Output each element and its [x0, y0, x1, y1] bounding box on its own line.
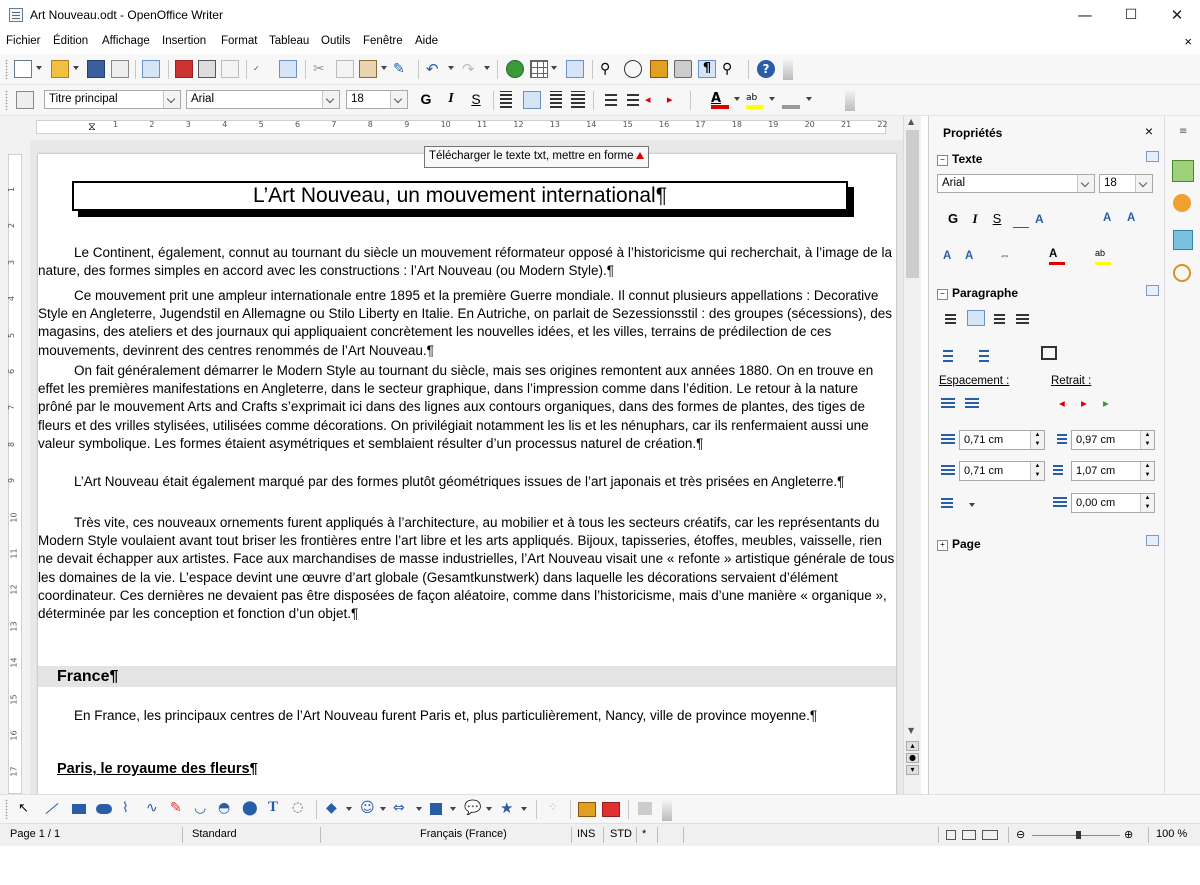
- chevron-down-icon[interactable]: [390, 91, 407, 108]
- vruler-tick: 3: [7, 259, 17, 265]
- indent-label: Retrait :: [1051, 375, 1092, 387]
- sidebar-align-center-icon[interactable]: [967, 310, 985, 326]
- vruler-tick: 16: [9, 730, 19, 741]
- menu-tableau[interactable]: Tableau: [269, 35, 310, 47]
- extrusion-icon[interactable]: [638, 802, 652, 815]
- ruler-tick: 2: [149, 120, 155, 129]
- font-color-dropdown-icon[interactable]: [734, 97, 740, 101]
- grow-font-icon[interactable]: A: [1103, 212, 1112, 224]
- sidebar-increase-indent-icon[interactable]: ▸: [1081, 398, 1087, 410]
- paragraph-1[interactable]: Le Continent, également, connut au tournant du siècle un mouvement réformateur opposé à l’historicisme qui recherchait, à l’image de la nature, des formes simples en accord avec les constructions : l’Art Nouveau (ou Modern Style).¶: [38, 245, 892, 279]
- redo-icon[interactable]: ↷: [462, 60, 475, 78]
- deck-menu-icon[interactable]: ≡: [1179, 126, 1188, 137]
- tooltip: Télécharger le texte txt, mettre en forme: [424, 146, 649, 168]
- vruler-tick: 4: [7, 296, 17, 302]
- print-icon[interactable]: [198, 60, 216, 78]
- vruler-tick: 7: [7, 405, 17, 411]
- ruler-tick: 9: [404, 120, 410, 129]
- chevron-down-icon[interactable]: [1077, 175, 1094, 192]
- paragraph-2[interactable]: Ce mouvement prit une ampleur internationale entre 1895 et la première Guerre mondiale. Il connut plusieurs appellations : Decorative Style en Angleterre, Jugendstil en Allemagne ou Stilo Liberty en Italie. En Autriche, on parlait de Sezessionsstil : des groupes (sécessions), des magasins, des ateliers et des journaux qui appliquaient concrètement les nouvelles idées, et les villes, terrains de prédilection de ces mouvements, devinrent des centres renommés de l’Art Nouveau.¶: [38, 288, 892, 358]
- new-document-icon[interactable]: [14, 60, 32, 78]
- paragraph-section-header[interactable]: − Paragraphe: [937, 286, 1018, 300]
- vruler-tick: 8: [7, 441, 17, 447]
- shadow-icon[interactable]: A: [1035, 212, 1044, 226]
- spellcheck-icon[interactable]: ✓: [253, 64, 260, 73]
- vruler-tick: 5: [7, 332, 17, 338]
- chevron-down-icon[interactable]: [322, 91, 339, 108]
- more-options-icon[interactable]: [1146, 535, 1159, 546]
- curve-icon[interactable]: ∿: [146, 800, 158, 816]
- ruler-tick: 3: [185, 120, 191, 129]
- collapse-icon[interactable]: −: [937, 289, 948, 300]
- gallery-deck-icon[interactable]: [1173, 230, 1193, 250]
- hyperlink-icon[interactable]: [506, 60, 524, 78]
- chevron-down-icon[interactable]: [163, 91, 180, 108]
- close-document-icon[interactable]: ×: [1184, 34, 1192, 49]
- toolbar-overflow-icon[interactable]: [662, 799, 672, 821]
- sidebar-bold-button[interactable]: G: [947, 211, 959, 226]
- ellipse-icon[interactable]: [96, 804, 112, 814]
- background-color-icon[interactable]: [782, 91, 800, 109]
- collapse-icon[interactable]: −: [937, 155, 948, 166]
- save-icon[interactable]: [87, 60, 105, 78]
- export-pdf-icon[interactable]: [175, 60, 193, 78]
- points-icon[interactable]: ⁘: [548, 800, 559, 814]
- hanging-indent-icon[interactable]: ▸: [1103, 398, 1109, 410]
- zoom-slider-handle[interactable]: [1076, 831, 1081, 839]
- ruler-tick: 8: [367, 120, 373, 129]
- navigator-deck-icon[interactable]: [1173, 264, 1191, 282]
- sidebar-title: Propriétés: [943, 126, 1003, 140]
- paste-icon[interactable]: [359, 60, 377, 78]
- ruler-tick: 1: [113, 120, 119, 129]
- ruler-tick: 21: [841, 120, 852, 129]
- sidebar-close-icon[interactable]: ×: [1144, 123, 1153, 139]
- vruler-tick: 12: [9, 584, 19, 595]
- redo-dropdown-icon[interactable]: [484, 66, 490, 70]
- copy-icon[interactable]: [336, 60, 354, 78]
- navigation-icon[interactable]: ●: [906, 753, 919, 763]
- circle-segment-icon[interactable]: ⬤: [242, 800, 258, 816]
- language-indicator[interactable]: Français (France): [420, 828, 507, 840]
- block-arrows-icon[interactable]: ⇔: [393, 800, 405, 816]
- fontwork-icon[interactable]: [602, 802, 620, 817]
- ruler-tick: 19: [768, 120, 779, 129]
- ruler-tick: 4: [222, 120, 228, 129]
- callouts-icon[interactable]: 💬: [464, 800, 482, 816]
- basic-shapes-dropdown-icon[interactable]: [346, 807, 352, 811]
- scroll-up-icon[interactable]: ▲: [908, 117, 915, 126]
- spacing-label: Espacement :: [939, 375, 1010, 387]
- document-title-frame[interactable]: L’Art Nouveau, un mouvement international¶: [72, 181, 848, 211]
- sidebar-bullets-icon[interactable]: [939, 348, 955, 362]
- first-line-input[interactable]: 0,00 cm ▲ ▼: [1071, 493, 1155, 513]
- gallery-icon[interactable]: [650, 60, 668, 78]
- select-icon[interactable]: ↖: [18, 801, 29, 816]
- paragraph-3[interactable]: On fait généralement démarrer le Modern Style au tournant du siècle, mais ses origines remontent aux années 1880. On en trouve en effet les premières manifestations en Angleterre, dans le secteur graphique, dans l’impression comme dans l’édition. Le retour à la nature prôné par le mouvement Arts and Crafts s’exprimait ici dans des lignes aux contours organiques, dans des formes de plantes, des tiges de fleurs et des vrilles stylisées, utilisées comme décorations. On privilégiait notamment les lis et les nénuphars, car ils renfermaient aussi une valeur symbolique. Les formes étaient asymétriques et semblaient résulter d’un processus naturel de création.¶: [38, 363, 874, 451]
- before-text-indent-icon: [1053, 432, 1069, 446]
- properties-deck-icon[interactable]: [1172, 160, 1194, 182]
- sidebar-font-color-icon[interactable]: A: [1049, 248, 1065, 265]
- horizontal-ruler[interactable]: [0, 116, 905, 141]
- edit-mode-icon[interactable]: [142, 60, 160, 78]
- subscript-icon[interactable]: A: [965, 250, 974, 262]
- status-bar: [0, 824, 1200, 846]
- basic-shapes-icon[interactable]: ◆: [326, 800, 337, 816]
- ellipse-pie-icon[interactable]: ◓: [218, 800, 231, 816]
- zoom-out-icon[interactable]: ⊖: [1016, 829, 1026, 841]
- highlight-icon[interactable]: ab: [746, 91, 764, 109]
- chevron-down-icon[interactable]: [1135, 175, 1152, 192]
- after-text-indent-icon: [1053, 463, 1069, 477]
- multi-page-view-icon[interactable]: [962, 830, 976, 840]
- previous-page-icon[interactable]: ▴: [906, 741, 919, 751]
- ruler-tick: 6: [295, 120, 301, 129]
- decrease-indent-icon[interactable]: ◂: [645, 93, 651, 106]
- sidebar-size-select[interactable]: 18: [1099, 174, 1153, 193]
- callouts-dropdown-icon[interactable]: [486, 807, 492, 811]
- vruler-tick: 2: [7, 223, 17, 229]
- drawing-toolbar: [0, 794, 1200, 824]
- modified-indicator: *: [642, 828, 647, 840]
- line-icon[interactable]: [46, 803, 59, 814]
- flowchart-icon[interactable]: [430, 803, 442, 815]
- next-page-icon[interactable]: ▾: [906, 765, 919, 775]
- sidebar-align-left-icon[interactable]: [945, 312, 961, 326]
- font-name-select[interactable]: Arial: [186, 90, 340, 109]
- menu-affichage[interactable]: Affichage: [102, 35, 150, 47]
- menu-aide[interactable]: Aide: [415, 35, 439, 47]
- standard-toolbar: [0, 54, 1200, 85]
- desktop-background: [0, 846, 1200, 885]
- bold-button[interactable]: G: [420, 91, 432, 107]
- bullets-icon[interactable]: [623, 91, 641, 109]
- spinner-icon[interactable]: ▲ ▼: [1030, 431, 1044, 449]
- sidebar-font-select[interactable]: Arial: [937, 174, 1095, 193]
- sidebar-highlight-icon[interactable]: ab: [1095, 248, 1111, 265]
- from-file-icon[interactable]: [578, 802, 596, 817]
- zoom-in-icon[interactable]: ⊕: [1124, 829, 1134, 841]
- polygon-icon[interactable]: ⌇: [122, 800, 129, 816]
- toolbar-grip[interactable]: [5, 59, 8, 79]
- new-dropdown-icon[interactable]: [36, 66, 42, 70]
- ruler-tick: 22: [877, 120, 888, 129]
- paste-dropdown-icon[interactable]: [381, 66, 387, 70]
- paragraph-5[interactable]: Très vite, ces nouveaux ornements furent appliqués à l’architecture, au mobilier et à tous les secteurs créatifs, car les représentants du Modern Style voulaient avant tout briser les frontières entre l’art libre et les arts appliqués. Bijoux, tapisseries, étoffes, meubles, vaisselle, rien ne devait échapper aux artistes. Face aux marchandises de masse industrielles, l’Art Nouveau visait une « refonte » artistique générale de tous les domaines de la vie. L’espace devint une œuvre d’art globale (Gesamtkunstwerk) dans laquelle les décorations servaient d’élément coordinateur. Ces dernières ne devaient pas être disposées de façon aléatoire, comme dans l’historicisme, mais d’une manière « organique », déterminée par les conception et fonction d’un objet.¶: [38, 515, 895, 622]
- menu-insertion[interactable]: Insertion: [162, 35, 207, 47]
- background-dropdown-icon[interactable]: [806, 97, 812, 101]
- zoom-icon[interactable]: ⚲: [722, 61, 733, 77]
- zoom-level[interactable]: 100 %: [1156, 828, 1188, 840]
- vruler-tick: 10: [9, 512, 19, 523]
- toolbar-overflow-icon[interactable]: [783, 58, 793, 80]
- toolbar-grip[interactable]: [5, 90, 8, 110]
- line-spacing-icon[interactable]: [941, 496, 957, 510]
- font-color-icon[interactable]: A: [711, 91, 729, 109]
- ruler-tick: 17: [695, 120, 706, 129]
- vruler-tick: 15: [9, 694, 19, 705]
- vruler-tick: 13: [9, 621, 19, 632]
- formatting-toolbar: [0, 85, 1200, 116]
- ruler-tick: 14: [586, 120, 597, 129]
- clone-formatting-icon[interactable]: ✎: [393, 61, 405, 77]
- space-below-icon: [941, 463, 957, 477]
- superscript-icon[interactable]: A: [943, 250, 952, 262]
- email-icon[interactable]: [111, 60, 129, 78]
- shrink-font-icon[interactable]: A: [1127, 212, 1136, 224]
- underline-button[interactable]: S: [471, 91, 481, 107]
- flowchart-dropdown-icon[interactable]: [450, 807, 456, 811]
- vruler-tick: 11: [9, 548, 19, 559]
- justify-icon[interactable]: [569, 91, 587, 109]
- arc-icon[interactable]: ◡: [194, 800, 207, 816]
- scrollbar-thumb[interactable]: [906, 130, 919, 278]
- vruler-tick: 14: [9, 657, 19, 668]
- document-area[interactable]: [30, 140, 903, 794]
- undo-icon[interactable]: ↶: [426, 60, 439, 78]
- page-preview-icon[interactable]: [221, 60, 239, 78]
- undo-dropdown-icon[interactable]: [448, 66, 454, 70]
- ruler-tick: 18: [731, 120, 742, 129]
- sidebar-underline-button[interactable]: S: [992, 211, 1002, 226]
- table-icon[interactable]: [530, 60, 548, 78]
- open-dropdown-icon[interactable]: [73, 66, 79, 70]
- auto-spellcheck-icon[interactable]: [279, 60, 297, 78]
- sidebar-align-right-icon[interactable]: [991, 312, 1007, 326]
- ruler-tick: 11: [477, 120, 488, 129]
- menu-bar: [0, 31, 1200, 51]
- scroll-down-icon[interactable]: ▼: [908, 726, 915, 735]
- ruler-tick: 7: [331, 120, 337, 129]
- heading-paris[interactable]: Paris, le royaume des fleurs¶: [57, 761, 258, 777]
- ruler-tick: 12: [513, 120, 524, 129]
- page-section-header[interactable]: + Page: [937, 537, 981, 551]
- before-text-input[interactable]: 0,97 cm ▲ ▼: [1071, 430, 1155, 450]
- close-button[interactable]: ✕: [1170, 6, 1184, 24]
- ruler-tick: 15: [622, 120, 633, 129]
- window-title: Art Nouveau.odt - OpenOffice Writer: [30, 8, 223, 22]
- increase-indent-icon[interactable]: ▸: [667, 93, 673, 106]
- sidebar-deck: [1164, 116, 1200, 794]
- paragraph-style-select[interactable]: Titre principal: [44, 90, 181, 109]
- single-page-view-icon[interactable]: [946, 830, 956, 840]
- menu-edition[interactable]: Édition: [53, 35, 89, 47]
- sidebar-italic-button[interactable]: I: [972, 211, 978, 226]
- ruler-track: [36, 120, 886, 134]
- after-text-input[interactable]: 1,07 cm ▲ ▼: [1071, 461, 1155, 481]
- block-arrows-dropdown-icon[interactable]: [416, 807, 422, 811]
- vertical-ruler[interactable]: [0, 140, 31, 794]
- space-above-icon: [941, 432, 957, 446]
- book-view-icon[interactable]: [982, 830, 998, 840]
- draw-functions-icon[interactable]: [566, 60, 584, 78]
- data-sources-icon[interactable]: [674, 60, 692, 78]
- align-center-icon[interactable]: [523, 91, 541, 109]
- app-icon: [9, 8, 23, 22]
- toolbar-grip[interactable]: [5, 799, 8, 819]
- more-options-icon[interactable]: [1146, 285, 1159, 296]
- open-folder-icon[interactable]: [51, 60, 69, 78]
- italic-button[interactable]: I: [448, 91, 454, 106]
- strikethrough-icon[interactable]: [1013, 213, 1029, 228]
- sidebar-justify-icon[interactable]: [1015, 312, 1031, 326]
- title-bar: [0, 0, 1200, 30]
- styles-formatting-icon[interactable]: [16, 91, 34, 109]
- table-dropdown-icon[interactable]: [551, 66, 557, 70]
- navigator-icon[interactable]: [624, 60, 642, 78]
- expand-icon[interactable]: +: [937, 540, 948, 551]
- font-size-select[interactable]: 18: [346, 90, 408, 109]
- symbol-shapes-dropdown-icon[interactable]: [380, 807, 386, 811]
- find-replace-icon[interactable]: ⚲: [600, 61, 611, 77]
- spinner-icon[interactable]: ▲ ▼: [1140, 431, 1154, 449]
- decrease-spacing-icon[interactable]: [965, 396, 981, 410]
- line-spacing-dropdown-icon[interactable]: [969, 503, 975, 507]
- insert-mode[interactable]: INS: [577, 828, 596, 840]
- vertical-scrollbar[interactable]: [903, 116, 921, 794]
- menu-fenetre[interactable]: Fenêtre: [363, 35, 403, 47]
- maximize-button[interactable]: ☐: [1124, 7, 1138, 23]
- ruler-tick: 5: [258, 120, 264, 129]
- heading-france[interactable]: France¶: [38, 666, 896, 687]
- ruler-tick: 16: [659, 120, 670, 129]
- more-options-icon[interactable]: [1146, 151, 1159, 162]
- page-indicator[interactable]: Page 1 / 1: [10, 828, 61, 840]
- menu-outils[interactable]: Outils: [321, 35, 351, 47]
- stars-dropdown-icon[interactable]: [521, 807, 527, 811]
- numbering-icon[interactable]: [601, 91, 619, 109]
- increase-spacing-icon[interactable]: [941, 396, 957, 410]
- ruler-tick: 20: [804, 120, 815, 129]
- minimize-button[interactable]: —: [1077, 6, 1093, 24]
- ruler-tick: 10: [440, 120, 451, 129]
- toolbar-overflow-icon[interactable]: [845, 89, 855, 111]
- vruler-tick: 17: [9, 766, 19, 777]
- space-above-input[interactable]: 0,71 cm ▲ ▼: [959, 430, 1045, 450]
- rectangle-icon[interactable]: [72, 804, 86, 814]
- spinner-icon[interactable]: ▲ ▼: [1140, 462, 1154, 480]
- first-line-indent-icon: [1053, 495, 1069, 509]
- menu-fichier[interactable]: Fichier: [6, 35, 41, 47]
- vruler-tick: 1: [7, 186, 17, 193]
- ruler-tick: 13: [549, 120, 560, 129]
- selection-mode[interactable]: STD: [610, 828, 632, 840]
- symbol-shapes-icon[interactable]: ☺: [360, 800, 375, 816]
- formatting-marks-icon[interactable]: ¶: [698, 60, 716, 78]
- sidebar-numbering-icon[interactable]: [975, 348, 991, 362]
- pointer-icon: [636, 152, 644, 159]
- styles-deck-icon[interactable]: [1173, 194, 1191, 212]
- properties-sidebar: [928, 116, 1165, 794]
- vruler-tick: 9: [7, 478, 17, 484]
- stars-icon[interactable]: ★: [500, 799, 514, 817]
- cut-icon[interactable]: ✂: [313, 61, 325, 77]
- paragraph-background-icon[interactable]: [1041, 346, 1057, 360]
- paragraph-6[interactable]: En France, les principaux centres de l’Art Nouveau furent Paris et, plus particulièrement, Nancy, ville de province moyenne.¶: [74, 708, 818, 723]
- sidebar-decrease-indent-icon[interactable]: ◂: [1059, 398, 1065, 410]
- spinner-icon[interactable]: ▲ ▼: [1140, 494, 1154, 512]
- space-below-input[interactable]: 0,71 cm ▲ ▼: [959, 461, 1045, 481]
- menu-format[interactable]: Format: [221, 35, 258, 47]
- text-section-header[interactable]: − Texte: [937, 152, 982, 166]
- align-right-icon[interactable]: [546, 91, 564, 109]
- highlight-dropdown-icon[interactable]: [769, 97, 775, 101]
- spinner-icon[interactable]: ▲ ▼: [1030, 462, 1044, 480]
- help-icon[interactable]: ?: [757, 60, 775, 78]
- page-style[interactable]: Standard: [192, 828, 237, 840]
- tab-stop-icon[interactable]: ⧖: [88, 120, 96, 133]
- character-spacing-icon[interactable]: ⇔: [999, 250, 1011, 262]
- paragraph-4[interactable]: L’Art Nouveau était également marqué par des formes plutôt géométriques issues de l’art japonais et très prisées en Angleterre.¶: [74, 474, 845, 489]
- vruler-tick: 6: [7, 368, 17, 375]
- freeform-icon[interactable]: ✎: [170, 800, 182, 816]
- align-left-icon[interactable]: [500, 91, 518, 109]
- callout-icon[interactable]: ◌: [292, 800, 304, 815]
- text-icon[interactable]: T: [268, 799, 279, 815]
